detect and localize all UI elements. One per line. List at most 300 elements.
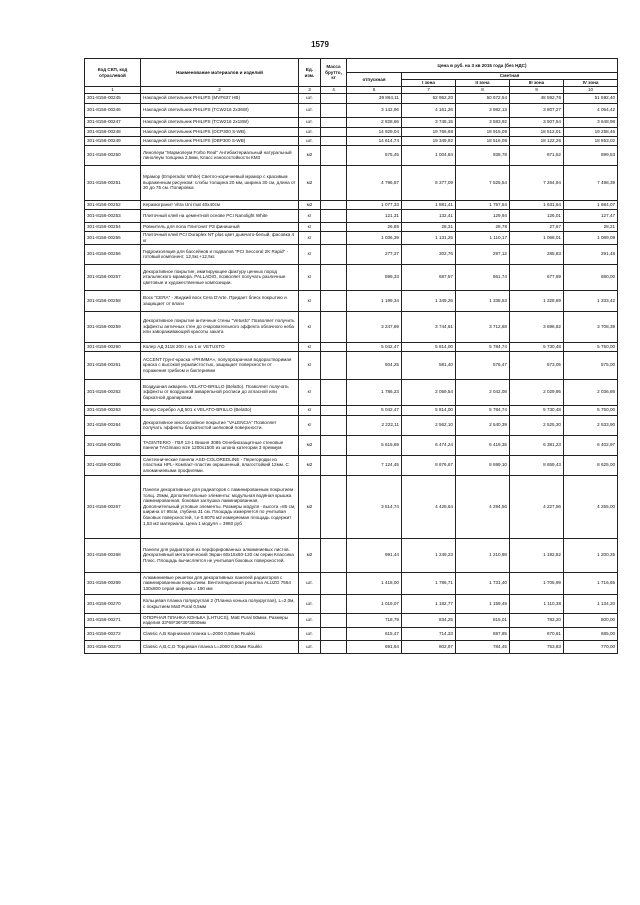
row-unit: кг xyxy=(299,405,321,415)
row-zone-3-price: 5 730,48 xyxy=(510,405,564,415)
row-zone-1-price: 1 004,84 xyxy=(402,145,456,165)
row-zone-2-price: 1 210,98 xyxy=(456,538,510,572)
row-release-price: 691,64 xyxy=(347,640,402,653)
row-code: 301-8156-00259 xyxy=(85,311,141,342)
row-code: 301-8156-00252 xyxy=(85,200,141,209)
row-release-price: 1 019,07 xyxy=(347,594,402,613)
row-zone-3-price: 3 507,54 xyxy=(510,117,564,127)
row-zone-1-price: 714,33 xyxy=(402,627,456,640)
row-unit: шт. xyxy=(299,127,321,136)
row-zone-1-price: 3 744,61 xyxy=(402,311,456,342)
row-mass xyxy=(321,435,347,455)
row-unit: шт. xyxy=(299,640,321,653)
row-zone-2-price: 576,47 xyxy=(456,351,510,379)
header-estimate-price: Сметная xyxy=(402,73,618,80)
row-mass xyxy=(321,572,347,594)
table-row xyxy=(85,136,618,145)
row-code: 301-8156-00258 xyxy=(85,290,141,311)
column-number: 1 xyxy=(85,87,141,94)
row-zone-4-price: 291,48 xyxy=(564,244,618,264)
row-zone-1-price: 4 428,64 xyxy=(402,475,456,538)
row-name: Плиточный клей PCI Duraplex NT plus цвет дымчато-белый, фасовка 4 кг xyxy=(141,231,299,244)
row-release-price: 1 077,33 xyxy=(347,200,402,209)
row-unit: кг xyxy=(299,264,321,290)
row-mass xyxy=(321,136,347,145)
row-release-price: 575,45 xyxy=(347,145,402,165)
row-zone-2-price: 50 672,54 xyxy=(456,93,510,103)
row-name: ОПОРНАЯ ПЛАНКА КОНЬКА (LHTUCS), Matt Pural 50мкм. Размеры изделия 33*69*36*30*3000мм xyxy=(141,613,299,627)
row-zone-4-price: 4 054,42 xyxy=(564,103,618,117)
row-unit: кг xyxy=(299,351,321,379)
row-zone-3-price: 48 592,76 xyxy=(510,93,564,103)
row-release-price: 5 615,69 xyxy=(347,435,402,455)
row-code: 301-8156-00261 xyxy=(85,351,141,379)
row-release-price: 7 124,45 xyxy=(347,455,402,475)
row-name: Накладной светильник PHILIPS (TCW216 2x18W) xyxy=(141,117,299,127)
row-code: 301-8156-00266 xyxy=(85,455,141,475)
row-zone-2-price: 697,85 xyxy=(456,627,510,640)
header-name: Наименование материалов и изделий xyxy=(141,59,299,87)
row-code: 301-8156-00263 xyxy=(85,405,141,415)
table-row xyxy=(85,572,618,594)
row-zone-3-price: 3 696,82 xyxy=(510,311,564,342)
row-name: Керамогранит Vitra Uni mat 40х40см xyxy=(141,200,299,209)
row-mass xyxy=(321,594,347,613)
row-unit: шт. xyxy=(299,572,321,594)
row-zone-3-price: 670,61 xyxy=(510,627,564,640)
row-unit: шт. xyxy=(299,136,321,145)
table-row xyxy=(85,342,618,351)
row-mass xyxy=(321,342,347,351)
row-release-price: 2 222,11 xyxy=(347,415,402,435)
row-mass xyxy=(321,627,347,640)
row-zone-1-price: 802,97 xyxy=(402,640,456,653)
row-zone-1-price: 1 881,41 xyxy=(402,200,456,209)
row-unit: шт. xyxy=(299,627,321,640)
row-zone-3-price: 27,67 xyxy=(510,222,564,231)
row-unit: м2 xyxy=(299,165,321,200)
row-mass xyxy=(321,290,347,311)
row-unit: шт. xyxy=(299,117,321,127)
table-row xyxy=(85,640,618,653)
row-unit: шт. xyxy=(299,613,321,627)
row-zone-4-price: 3 708,39 xyxy=(564,311,618,342)
header-unit: Ед. изм. xyxy=(299,59,321,87)
row-zone-2-price: 4 294,56 xyxy=(456,475,510,538)
table-row xyxy=(85,627,618,640)
row-unit: м2 xyxy=(299,475,321,538)
row-zone-3-price: 1 705,99 xyxy=(510,572,564,594)
row-zone-2-price: 815,01 xyxy=(456,613,510,627)
row-release-price: 121,31 xyxy=(347,209,402,222)
row-zone-4-price: 575,00 xyxy=(564,351,618,379)
row-name: Накладной светильник PHILIPS (DBP300 S-WB) xyxy=(141,136,299,145)
row-code: 301-8156-00267 xyxy=(85,475,141,538)
row-release-price: 3 247,69 xyxy=(347,311,402,342)
row-mass xyxy=(321,379,347,405)
row-name: Сантехнические панели ASD-COLOREDLINE - Перегородки из пластика HPL- Компакт-пластик окрашенный, влагостойкий 12мм. С алюминиевыми профилями. xyxy=(141,455,299,475)
price-table xyxy=(84,58,618,654)
row-name: Линолеум "Мармолеум Forbo Real" Антибактериальный натуральный линолеум толщина 2,5мм, Класс износостойкости КМ3 xyxy=(141,145,299,165)
row-code: 301-8156-00272 xyxy=(85,627,141,640)
header-zone-4: IV зона xyxy=(564,80,618,87)
row-zone-1-price: 132,41 xyxy=(402,209,456,222)
row-zone-1-price: 687,57 xyxy=(402,264,456,290)
row-zone-3-price: 1 328,69 xyxy=(510,290,564,311)
row-release-price: 1 036,39 xyxy=(347,231,402,244)
row-release-price: 3 142,96 xyxy=(347,103,402,117)
row-unit: кг xyxy=(299,222,321,231)
row-mass xyxy=(321,244,347,264)
row-mass xyxy=(321,222,347,231)
row-code: 301-8156-00249 xyxy=(85,136,141,145)
row-zone-3-price: 871,52 xyxy=(510,145,564,165)
row-code: 301-8156-00247 xyxy=(85,117,141,127)
row-release-price: 991,44 xyxy=(347,538,402,572)
row-zone-4-price: 8 625,00 xyxy=(564,455,618,475)
header-release-price: отпускная xyxy=(347,73,402,87)
row-zone-1-price: 52 952,20 xyxy=(402,93,456,103)
table-row xyxy=(85,200,618,209)
row-zone-1-price: 5 814,00 xyxy=(402,342,456,351)
row-zone-2-price: 1 110,17 xyxy=(456,231,510,244)
row-zone-3-price: 1 631,64 xyxy=(510,200,564,209)
row-zone-4-price: 1 089,09 xyxy=(564,231,618,244)
row-zone-4-price: 5 750,00 xyxy=(564,405,618,415)
row-name: Гидроизоляция для бассейнов и подвалов "PCI Seccoral 2K Rapid" - готовый компонент, 12,5кг.+12,5кг. xyxy=(141,244,299,264)
row-zone-3-price: 126,01 xyxy=(510,209,564,222)
row-zone-4-price: 3 648,98 xyxy=(564,117,618,127)
row-mass xyxy=(321,200,347,209)
row-name: Декоративное покрытие античные стены "Vetusto" Позволяет получить эффекты античных стен до очаровательного эффекта облачного неба или завораживающей красоты заката xyxy=(141,311,299,342)
row-zone-3-price: 1 068,01 xyxy=(510,231,564,244)
row-zone-1-price: 1 131,25 xyxy=(402,231,456,244)
header-zone-2: II зона xyxy=(456,80,510,87)
header-zone-3: III зона xyxy=(510,80,564,87)
row-release-price: 277,37 xyxy=(347,244,402,264)
row-zone-3-price: 1 110,38 xyxy=(510,594,564,613)
row-zone-2-price: 1 338,53 xyxy=(456,290,510,311)
row-release-price: 718,79 xyxy=(347,613,402,627)
row-zone-3-price: 753,83 xyxy=(510,640,564,653)
row-zone-4-price: 1 134,20 xyxy=(564,594,618,613)
row-zone-4-price: 127,47 xyxy=(564,209,618,222)
row-unit: кг xyxy=(299,415,321,435)
row-unit: шт. xyxy=(299,93,321,103)
row-release-price: 14 929,04 xyxy=(347,127,402,136)
table-row xyxy=(85,264,618,290)
column-number: 9 xyxy=(510,87,564,94)
row-zone-2-price: 28,78 xyxy=(456,222,510,231)
row-zone-3-price: 3 807,27 xyxy=(510,103,564,117)
row-mass xyxy=(321,538,347,572)
row-name: Плиточный клей на цементной основе PCI Nanolight White xyxy=(141,209,299,222)
row-unit: кг xyxy=(299,311,321,342)
row-zone-1-price: 28,31 xyxy=(402,222,456,231)
row-code: 301-8156-00271 xyxy=(85,613,141,627)
table-row xyxy=(85,209,618,222)
row-zone-2-price: 1 731,40 xyxy=(456,572,510,594)
row-zone-4-price: 899,53 xyxy=(564,145,618,165)
row-name: Накладной светильник PHILIPS (DCP300 S-WB) xyxy=(141,127,299,136)
column-number-row xyxy=(85,87,618,94)
row-name: Накладной светильник PHILIPS (TCW216 2x36W) xyxy=(141,103,299,117)
row-zone-1-price: 2 562,10 xyxy=(402,415,456,435)
row-name: TAGINTERIO - ГВЛ 13-1 Вишня 3085 Огнебиозащитные стеновые панели TAGimaxo size 1200х1500 из шпона категории 3 премиум xyxy=(141,435,299,455)
row-name: Кольцевая планка полукруглая 2 (Планка конька полукруглая), L=2,0м, с покрытием Matt Pural 0,5мм xyxy=(141,594,299,613)
row-unit: кг xyxy=(299,231,321,244)
column-number: 8 xyxy=(456,87,510,94)
row-zone-3-price: 2 029,95 xyxy=(510,379,564,405)
row-name: Декоративное покрытие, имитирующее фактуру ценных пород итальянского мрамора. PALLADIO, позволяет получать различные цветовые и художественные композиции. xyxy=(141,264,299,290)
row-zone-3-price: 783,20 xyxy=(510,613,564,627)
row-name: Воск "CERA" - Жидкий воск Cera D'Arte. Придает блеск покрытию и защищает от влаги xyxy=(141,290,299,311)
row-code: 301-8156-00254 xyxy=(85,222,141,231)
row-zone-4-price: 1 333,42 xyxy=(564,290,618,311)
row-zone-2-price: 3 982,13 xyxy=(456,103,510,117)
row-zone-2-price: 2 540,39 xyxy=(456,415,510,435)
row-mass xyxy=(321,145,347,165)
row-unit: кг xyxy=(299,290,321,311)
row-unit: м2 xyxy=(299,455,321,475)
row-zone-4-price: 51 592,40 xyxy=(564,93,618,103)
row-zone-1-price: 3 745,15 xyxy=(402,117,456,127)
row-zone-4-price: 685,00 xyxy=(564,627,618,640)
row-unit: м2 xyxy=(299,200,321,209)
row-zone-2-price: 7 525,54 xyxy=(456,165,510,200)
row-mass xyxy=(321,415,347,435)
row-code: 301-8156-00265 xyxy=(85,435,141,455)
row-zone-3-price: 8 659,43 xyxy=(510,455,564,475)
row-name: Колер АД 3118 200 г на 1 кг VETUSTO xyxy=(141,342,299,351)
row-zone-1-price: 19 349,92 xyxy=(402,136,456,145)
row-zone-1-price: 19 766,68 xyxy=(402,127,456,136)
row-zone-3-price: 285,83 xyxy=(510,244,564,264)
table-body xyxy=(85,93,618,653)
row-mass xyxy=(321,475,347,538)
row-zone-4-price: 4 255,00 xyxy=(564,475,618,538)
row-name: Мрамор (Emperador White) Светло-коричневый мрамор с красивым выраженным рисунком: слэбы толщина 20 мм, ширина 30 см, длина от 30 до 75 см. Полировка xyxy=(141,165,299,200)
row-zone-4-price: 680,00 xyxy=(564,264,618,290)
table-row xyxy=(85,415,618,435)
table-row xyxy=(85,103,618,117)
row-release-price: 504,25 xyxy=(347,351,402,379)
row-code: 301-8156-00256 xyxy=(85,244,141,264)
row-zone-3-price: 18 512,01 xyxy=(510,127,564,136)
row-name: Декоративное многослойное покрытие "VALENCIA" Позволяет получать эффекты бархатистой шелковой поверхности. xyxy=(141,415,299,435)
row-release-price: 5 042,47 xyxy=(347,405,402,415)
table-row xyxy=(85,455,618,475)
row-zone-4-price: 1 200,25 xyxy=(564,538,618,572)
row-mass xyxy=(321,264,347,290)
row-zone-1-price: 1 182,77 xyxy=(402,594,456,613)
column-number: 2 xyxy=(141,87,299,94)
row-zone-3-price: 18 122,26 xyxy=(510,136,564,145)
header-price-group: Цена в руб. на 3 кв 2015 года (без НДС) xyxy=(347,59,618,73)
row-name: Колер Серебро АД 501 к VELATO-BRILLO (Belatto) xyxy=(141,405,299,415)
row-code: 301-8156-00268 xyxy=(85,538,141,572)
row-zone-1-price: 302,76 xyxy=(402,244,456,264)
row-zone-3-price: 2 525,30 xyxy=(510,415,564,435)
row-code: 301-8156-00255 xyxy=(85,231,141,244)
row-zone-1-price: 581,40 xyxy=(402,351,456,379)
row-zone-2-price: 297,12 xyxy=(456,244,510,264)
table-row xyxy=(85,165,618,200)
row-zone-2-price: 661,74 xyxy=(456,264,510,290)
row-release-price: 1 786,23 xyxy=(347,379,402,405)
column-number: 7 xyxy=(402,87,456,94)
row-code: 301-8156-00273 xyxy=(85,640,141,653)
row-unit: кг xyxy=(299,379,321,405)
table-row xyxy=(85,351,618,379)
row-zone-2-price: 18 516,08 xyxy=(456,136,510,145)
table-row xyxy=(85,222,618,231)
row-zone-1-price: 8 377,09 xyxy=(402,165,456,200)
row-code: 301-8156-00248 xyxy=(85,127,141,136)
row-zone-2-price: 129,94 xyxy=(456,209,510,222)
table-row xyxy=(85,613,618,627)
row-zone-4-price: 1 716,65 xyxy=(564,572,618,594)
table-row xyxy=(85,379,618,405)
row-zone-2-price: 8 699,10 xyxy=(456,455,510,475)
row-zone-1-price: 4 161,26 xyxy=(402,103,456,117)
row-zone-2-price: 784,45 xyxy=(456,640,510,653)
row-unit: кг xyxy=(299,209,321,222)
row-mass xyxy=(321,351,347,379)
row-mass xyxy=(321,103,347,117)
row-zone-2-price: 1 757,54 xyxy=(456,200,510,209)
row-code: 301-8156-00269 xyxy=(85,572,141,594)
table-row xyxy=(85,538,618,572)
row-release-price: 2 828,66 xyxy=(347,117,402,127)
table-row xyxy=(85,117,618,127)
row-name: Накладной светильник PHILIPS (MVF637 HB) xyxy=(141,93,299,103)
row-code: 301-8156-00270 xyxy=(85,594,141,613)
row-zone-4-price: 28,21 xyxy=(564,222,618,231)
row-zone-4-price: 6 402,97 xyxy=(564,435,618,455)
row-zone-3-price: 7 264,94 xyxy=(510,165,564,200)
row-code: 301-8156-00260 xyxy=(85,342,141,351)
column-number: 6 xyxy=(347,87,402,94)
row-unit: кг xyxy=(299,342,321,351)
row-name: Воздушная акварель VELATO-BRILLO (Belatto). Позволяет получать эффекты от воздушной акварельной росписи до атласной или бархатной драпировки. xyxy=(141,379,299,405)
row-mass xyxy=(321,117,347,127)
row-zone-3-price: 573,05 xyxy=(510,351,564,379)
row-mass xyxy=(321,231,347,244)
table-row xyxy=(85,405,618,415)
row-unit: шт. xyxy=(299,594,321,613)
row-code: 301-8156-00253 xyxy=(85,209,141,222)
table-row xyxy=(85,311,618,342)
row-zone-2-price: 3 583,92 xyxy=(456,117,510,127)
table-row xyxy=(85,594,618,613)
row-zone-2-price: 6 419,35 xyxy=(456,435,510,455)
table-row xyxy=(85,244,618,264)
row-release-price: 615,47 xyxy=(347,627,402,640)
row-zone-2-price: 938,78 xyxy=(456,145,510,165)
column-number: 10 xyxy=(564,87,618,94)
table-row xyxy=(85,475,618,538)
row-name: ACCENT Грунт-краска «PRIMMA», полупрозрачная водорастворимая краска с высокой укрывистостью, защищает поверхности от поражения грибком и бактериями xyxy=(141,351,299,379)
header-mass: Масса брутто, кг xyxy=(321,59,347,87)
row-mass xyxy=(321,127,347,136)
row-name: Ровнитель для пола Плитонит РЗ финишный xyxy=(141,222,299,231)
row-zone-1-price: 1 786,71 xyxy=(402,572,456,594)
row-unit: м2 xyxy=(299,435,321,455)
row-mass xyxy=(321,165,347,200)
row-code: 301-8156-00257 xyxy=(85,264,141,290)
row-release-price: 26,85 xyxy=(347,222,402,231)
row-release-price: 1 199,34 xyxy=(347,290,402,311)
header-code: Код СКП, код отраслевой xyxy=(85,59,141,87)
row-code: 301-8156-00262 xyxy=(85,379,141,405)
column-number: 3 xyxy=(299,87,321,94)
row-zone-3-price: 4 227,56 xyxy=(510,475,564,538)
row-zone-2-price: 3 712,68 xyxy=(456,311,510,342)
row-zone-3-price: 1 192,52 xyxy=(510,538,564,572)
row-unit: м2 xyxy=(299,145,321,165)
row-zone-2-price: 5 784,74 xyxy=(456,405,510,415)
row-zone-1-price: 6 474,24 xyxy=(402,435,456,455)
row-release-price: 5 042,47 xyxy=(347,342,402,351)
row-zone-4-price: 2 533,90 xyxy=(564,415,618,435)
row-zone-1-price: 834,25 xyxy=(402,613,456,627)
row-code: 301-8156-00264 xyxy=(85,415,141,435)
row-release-price: 1 418,00 xyxy=(347,572,402,594)
row-name: Панели для радиаторов из перфорированных алюминиевых листов. Декоративный металлический Экран 60х15х60-120 см серии Классика Плюс. Площадь вычисляется не учитывая боковых поверхностей. xyxy=(141,538,299,572)
row-unit: шт. xyxy=(299,103,321,117)
row-mass xyxy=(321,209,347,222)
row-code: 301-8156-00250 xyxy=(85,145,141,165)
row-release-price: 599,33 xyxy=(347,264,402,290)
row-zone-1-price: 8 676,67 xyxy=(402,455,456,475)
row-mass xyxy=(321,455,347,475)
row-zone-2-price: 5 784,74 xyxy=(456,342,510,351)
row-name: Алюминиевые решетки для декоративных панелей радиаторов с ламинированным покрытием. Вентиляционная решетка ALUZG 7564 130х800 серая ширина = 190 мм xyxy=(141,572,299,594)
header-zone-1: I зона xyxy=(402,80,456,87)
row-name: Classic A,B,C,D Торцевая планка L=2000 0,50мм Ruukki xyxy=(141,640,299,653)
table-row xyxy=(85,290,618,311)
row-zone-2-price: 2 042,08 xyxy=(456,379,510,405)
row-mass xyxy=(321,93,347,103)
row-zone-4-price: 770,00 xyxy=(564,640,618,653)
column-number: 4 xyxy=(321,87,347,94)
row-zone-4-price: 2 036,86 xyxy=(564,379,618,405)
table-row xyxy=(85,435,618,455)
row-zone-3-price: 677,69 xyxy=(510,264,564,290)
row-zone-1-price: 2 059,54 xyxy=(402,379,456,405)
row-zone-1-price: 1 249,23 xyxy=(402,538,456,572)
row-zone-1-price: 5 814,00 xyxy=(402,405,456,415)
row-mass xyxy=(321,311,347,342)
table-row xyxy=(85,93,618,103)
row-zone-1-price: 1 349,26 xyxy=(402,290,456,311)
row-mass xyxy=(321,405,347,415)
row-unit: м2 xyxy=(299,538,321,572)
row-release-price: 14 614,74 xyxy=(347,136,402,145)
table-row xyxy=(85,231,618,244)
row-zone-2-price: 18 915,09 xyxy=(456,127,510,136)
row-release-price: 4 796,87 xyxy=(347,165,402,200)
row-zone-4-price: 19 258,46 xyxy=(564,127,618,136)
row-zone-4-price: 1 684,07 xyxy=(564,200,618,209)
row-name: Панели декоративные для радиаторов с ламинированным покрытием толщ. 25мм, Дополнительные элементы: модульная водяная крышка ламинированная, боковая заглушка ламинированная. Дополнительный угловые элементы. Размеры модуля - высота =85 см, ширина от 95см, глубина 31 см. Площадь измеряется по учитывая боковых поверхностей, т.е 0.8075 м2 измеряемая площадь содержит 1,53 м2 материала. Цена 1 модуля = 3980 руб xyxy=(141,475,299,538)
table-row xyxy=(85,127,618,136)
row-zone-2-price: 1 159,49 xyxy=(456,594,510,613)
row-zone-4-price: 18 853,02 xyxy=(564,136,618,145)
row-code: 301-8156-00245 xyxy=(85,93,141,103)
row-code: 301-8156-00246 xyxy=(85,103,141,117)
